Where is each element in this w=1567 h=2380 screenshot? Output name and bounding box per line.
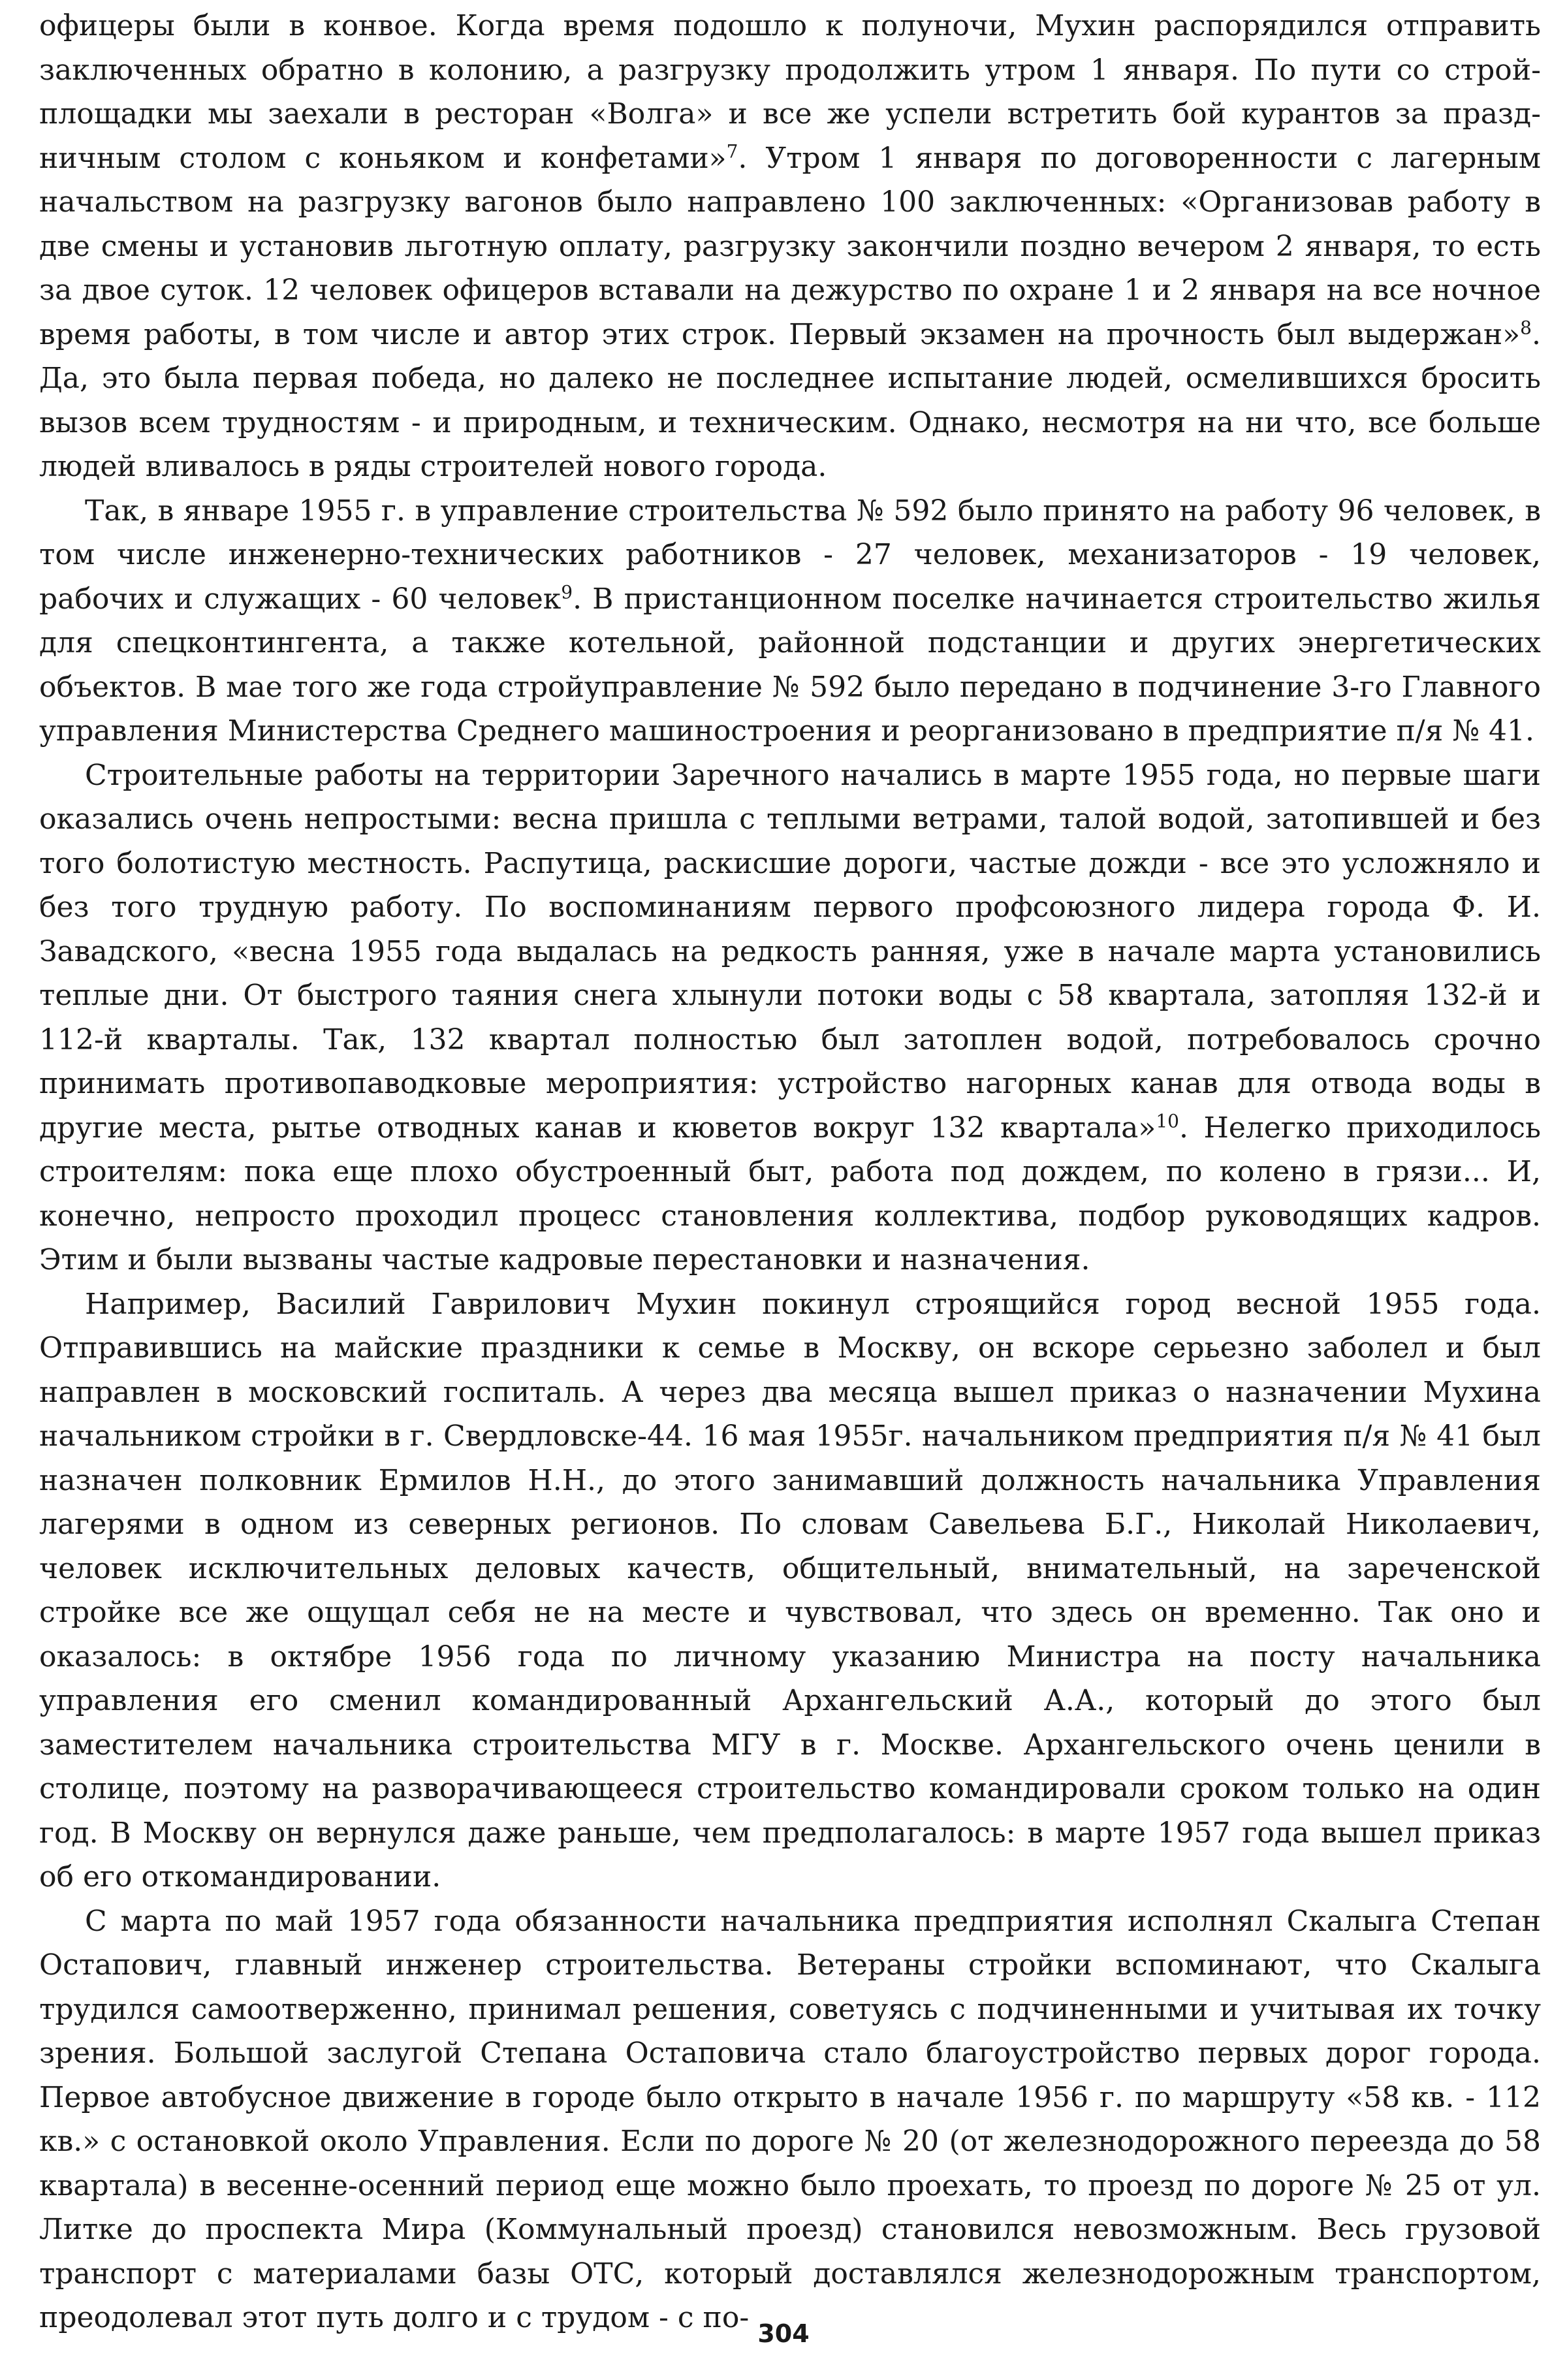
footnote-marker: 10 [1156, 1109, 1179, 1132]
paragraph-text: . Да, это была первая победа, но далеко не последнее испытание людей, осмелившихся бросить вызов всем трудностям - и природным, и техническим. Однако, несмотря на ни что, все больше людей вливалось в ряды строителей нового города. [39, 317, 1541, 483]
paragraph-text: Так, в январе 1955 г. в управление строительства № 592 было принято на работу 96 человек, в том числе инженерно-технических работников - 27 человек, механизаторов - 19 человек, рабочих и служащих - 60 человек [39, 494, 1541, 616]
paragraph-text: . В пристанционном поселке начинается строительство жилья для спецконтингента, а также котельной, районной подстанции и других энергетических объектов. В мае того же года стройуправление № 592 было передано в подчинение 3-го Главного управления Министерства Среднего машиностроения и реорганизовано в предприятие п/я № 41. [39, 582, 1542, 748]
paragraph [39, 1282, 1541, 1899]
paragraph-text: Строительные работы на территории Заречного начались в марте 1955 года, но первые шаги оказались очень непростыми: весна пришла с теплыми ветрами, талой водой, затопившей и без того болотистую местность. Распутица, раскисшие дороги, частые дожди - все это усложняло и без того трудную работу. По воспоминаниям первого профсоюзного лидера города Ф. И. Завадского, «весна 1955 года выдалась на редкость ранняя, уже в начале марта установились теплые дни. От быстрого таяния снега хлынули потоки воды с 58 квартала, затопляя 132-й и 112-й кварталы. Так, 132 квартал полностью был затоплен водой, потребовалось срочно принимать противопаводковые мероприятия: устройство нагорных канав для отвода воды в другие места, рытье отводных канав и кюветов вокруг 132 квартала» [39, 758, 1541, 1145]
paragraph [39, 489, 1541, 754]
paragraph-text: офицеры были в конвое. Когда время подошло к полуночи, Мухин распорядился отправить заключенных обратно в колонию, а разгрузку продолжить утром 1 января. По пути со стройплощадки мы заехали в ресторан «Волга» и все же успели встретить бой курантов за праздничным столом с коньяком и конфетами» [39, 9, 1541, 175]
body-text [39, 4, 1541, 2340]
paragraph-text: С марта по май 1957 года обязанности начальника предприятия исполнял Скалыга Степан Остапович, главный инженер строительства. Ветераны стройки вспоминают, что Скалыга трудился самоотверженно, принимал решения, советуясь с подчиненными и учитывая их точку зрения. Большой заслугой Степана Остаповича стало благоустройство первых дорог города. Первое автобусное движение в городе было открыто в начале 1956 г. по маршруту «58 кв. - 112 кв.» с остановкой около Управления. Если по дороге № 20 (от железнодорожного переезда до 58 квартала) в весенне-осенний период еще можно было проехать, то проезд по дороге № 25 от ул. Литке до проспекта Мира (Коммунальный проезд) становился невозможным. Весь грузовой транспорт с материалами базы ОТС, который доставлялся железнодорожным транспортом, преодолевал этот путь долго и с трудом - с по- [39, 1904, 1541, 2334]
paragraph [39, 4, 1541, 489]
footnote-marker: 7 [726, 140, 738, 162]
footnote-marker: 8 [1520, 316, 1532, 338]
paragraph [39, 1899, 1541, 2340]
paragraph-text: . Нелегко приходилось строителям: пока еще плохо обустроенный быт, работа под дождем, по колено в грязи... И, конечно, непросто проходил процесс становления коллектива, подбор руководящих кадров. Этим и были вызваны частые кадровые перестановки и назначения. [39, 1111, 1542, 1277]
paragraph-text: . Утром 1 января по договоренности с лагерным начальством на разгрузку вагонов было направлено 100 заключенных: «Организовав работу в две смены и установив льготную оплату, разгрузку закончили поздно вечером 2 января, то есть за двое суток. 12 человек офицеров вставали на дежурство по охране 1 и 2 января на все ночное время работы, в том числе и автор этих строк. Первый экзамен на прочность был выдержан» [39, 141, 1541, 351]
footnote-marker: 9 [561, 580, 573, 603]
page-number: 304 [757, 2319, 810, 2348]
paragraph-text: Например, Василий Гаврилович Мухин покинул строящийся город весной 1955 года. Отправившись на майские праздники к семье в Москву, он вскоре серьезно заболел и был направлен в московский госпиталь. А через два месяца вышел приказ о назначении Мухина начальником стройки в г. Свердловске-44. 16 мая 1955г. начальником предприятия п/я № 41 был назначен полковник Ермилов Н.Н., до этого занимавший должность начальника Управления лагерями в одном из северных регионов. По словам Савельева Б.Г., Николай Николаевич, человек исключительных деловых качеств, общительный, внимательный, на зареченской стройке все же ощущал себя не на месте и чувствовал, что здесь он временно. Так оно и оказалось: в октябре 1956 года по личному указанию Министра на посту начальника управления его сменил командированный Архангельский А.А., который до этого был заместителем начальника строительства МГУ в г. Москве. Архангельского очень ценили в столице, поэтому на разворачивающееся строительство командировали сроком только на один год. В Москву он вернулся даже раньше, чем предполагалось: в марте 1957 года вышел приказ об его откомандировании. [39, 1287, 1541, 1894]
paragraph [39, 754, 1541, 1282]
